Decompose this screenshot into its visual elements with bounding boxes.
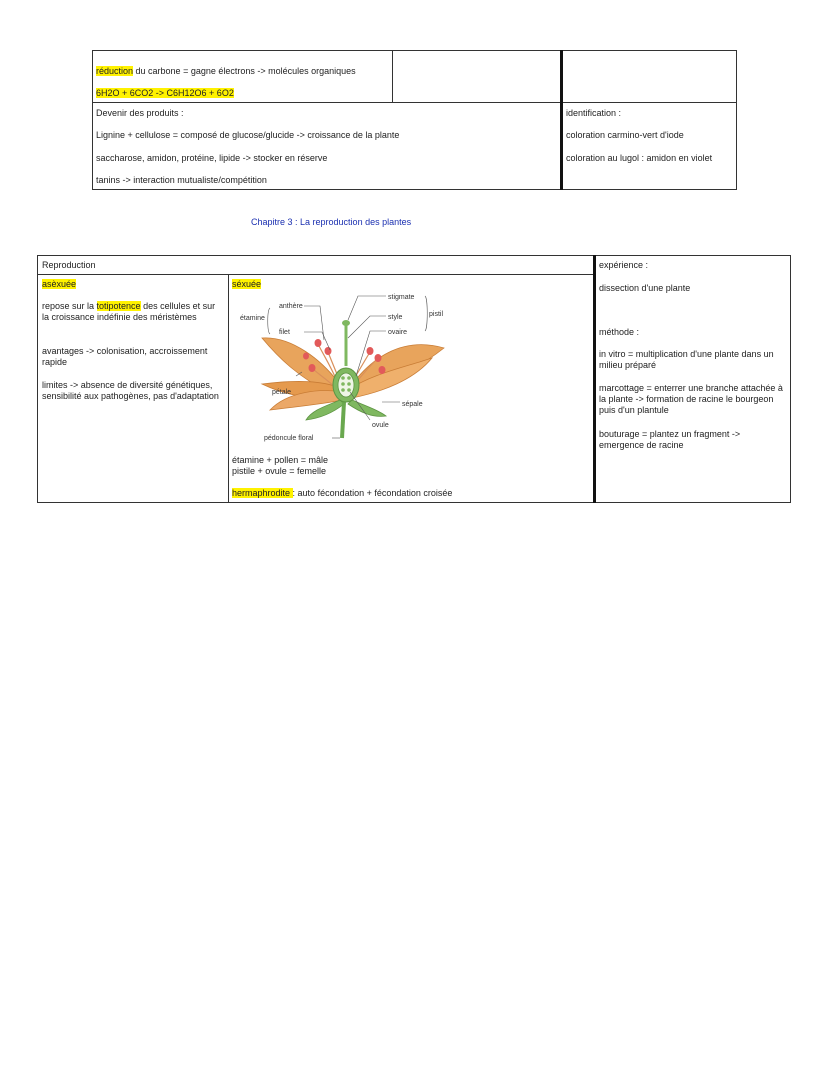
text-span: repose sur la: [42, 301, 97, 311]
flower-diagram: [232, 288, 457, 446]
totipotence-highlight: totipotence: [96, 301, 141, 311]
identification-item: coloration carmino-vert d'iode: [566, 130, 684, 140]
identification-heading: identification :: [566, 108, 622, 118]
experience-item: dissection d'une plante: [599, 283, 691, 293]
equation-line: [96, 88, 234, 99]
label-style: style: [388, 314, 403, 321]
table-border-bottom: [92, 189, 736, 190]
peduncle-shape: [342, 402, 344, 438]
sepal-shape: [348, 400, 386, 416]
text-span: des cellules et sur la croissance indéfinie des méristèmes: [42, 301, 216, 322]
reduction-highlight: réduction: [96, 66, 134, 76]
label-petale: pétale: [272, 389, 292, 396]
hermaphrodite-line: [232, 488, 452, 499]
products-item: saccharose, amidon, protéine, lipide -> stocker en réserve: [96, 153, 328, 163]
label-ovule: ovule: [372, 422, 389, 429]
table-header-divider: [37, 274, 593, 275]
label-stigmate: stigmate: [388, 294, 415, 301]
hermaphrodite-text: : auto fécondation + fécondation croisée: [292, 488, 453, 498]
table-thick-divider: [593, 255, 596, 503]
table-cell-divider: [228, 274, 229, 503]
table-border-top: [92, 50, 736, 51]
label-ovaire: ovaire: [388, 329, 408, 336]
asexual-highlight: asèxuée: [42, 279, 77, 289]
table-border-left: [92, 50, 93, 190]
label-pistil: pistil: [429, 311, 444, 318]
label-anthere: anthère: [279, 303, 303, 310]
reduction-text: du carbone = gagne électrons -> molécules organiques: [133, 66, 356, 76]
table-border-bottom: [37, 502, 790, 503]
methode-title: méthode :: [599, 327, 640, 337]
methode-invitro: in vitro = multiplication d'une plante dans un milieu préparé: [599, 349, 774, 370]
reduction-line: [96, 66, 356, 77]
hermaphrodite-highlight: hermaphrodite: [232, 488, 293, 498]
label-etamine: étamine: [240, 315, 265, 322]
products-heading: Devenir des produits :: [96, 108, 184, 118]
asexual-advantages: avantages -> colonisation, accroissement rapide: [42, 346, 208, 367]
methode-marcottage: marcottage = enterrer une branche attachée à la plante -> formation de racine le bourgeon puis d'un plantule: [599, 383, 783, 415]
table-row-divider: [92, 102, 736, 103]
ovary-chamber: [338, 373, 354, 397]
identification-item: coloration au lugol : amidon en violet: [566, 153, 713, 163]
table-border-top: [37, 255, 790, 256]
sexual-highlight: séxuée: [232, 279, 262, 289]
female-line: pistile + ovule = femelle: [232, 466, 327, 476]
table-border-right: [736, 50, 737, 190]
label-filet: filet: [279, 329, 290, 336]
asexual-paragraph: [42, 301, 224, 323]
methode-bouturage: bouturage = plantez un fragment -> emergence de racine: [599, 429, 741, 450]
products-item: tanins -> interaction mutualiste/compétition: [96, 175, 267, 185]
products-item: Lignine + cellulose = composé de glucose/glucide -> croissance de la plante: [96, 130, 400, 140]
label-pedoncule: pédoncule floral: [264, 435, 314, 442]
asexual-limits: limites -> absence de diversité génétiques, sensibilité aux pathogènes, pas d'adaptation: [42, 380, 219, 401]
table-border-left: [37, 255, 38, 503]
reproduction-header: Reproduction: [42, 260, 96, 270]
chapter-title: Chapitre 3 : La reproduction des plantes: [251, 217, 412, 227]
table-thick-divider: [560, 50, 563, 190]
equation-highlight: 6H2O + 6CO2 -> C6H12O6 + 6O2: [96, 88, 234, 98]
label-sepale: sépale: [402, 401, 423, 408]
male-line: étamine + pollen = mâle: [232, 455, 329, 465]
asexual-title: [42, 279, 76, 290]
stigma-shape: [342, 320, 350, 326]
experience-title: expérience :: [599, 260, 649, 270]
table-cell-divider: [392, 50, 393, 102]
table-border-right: [790, 255, 791, 503]
